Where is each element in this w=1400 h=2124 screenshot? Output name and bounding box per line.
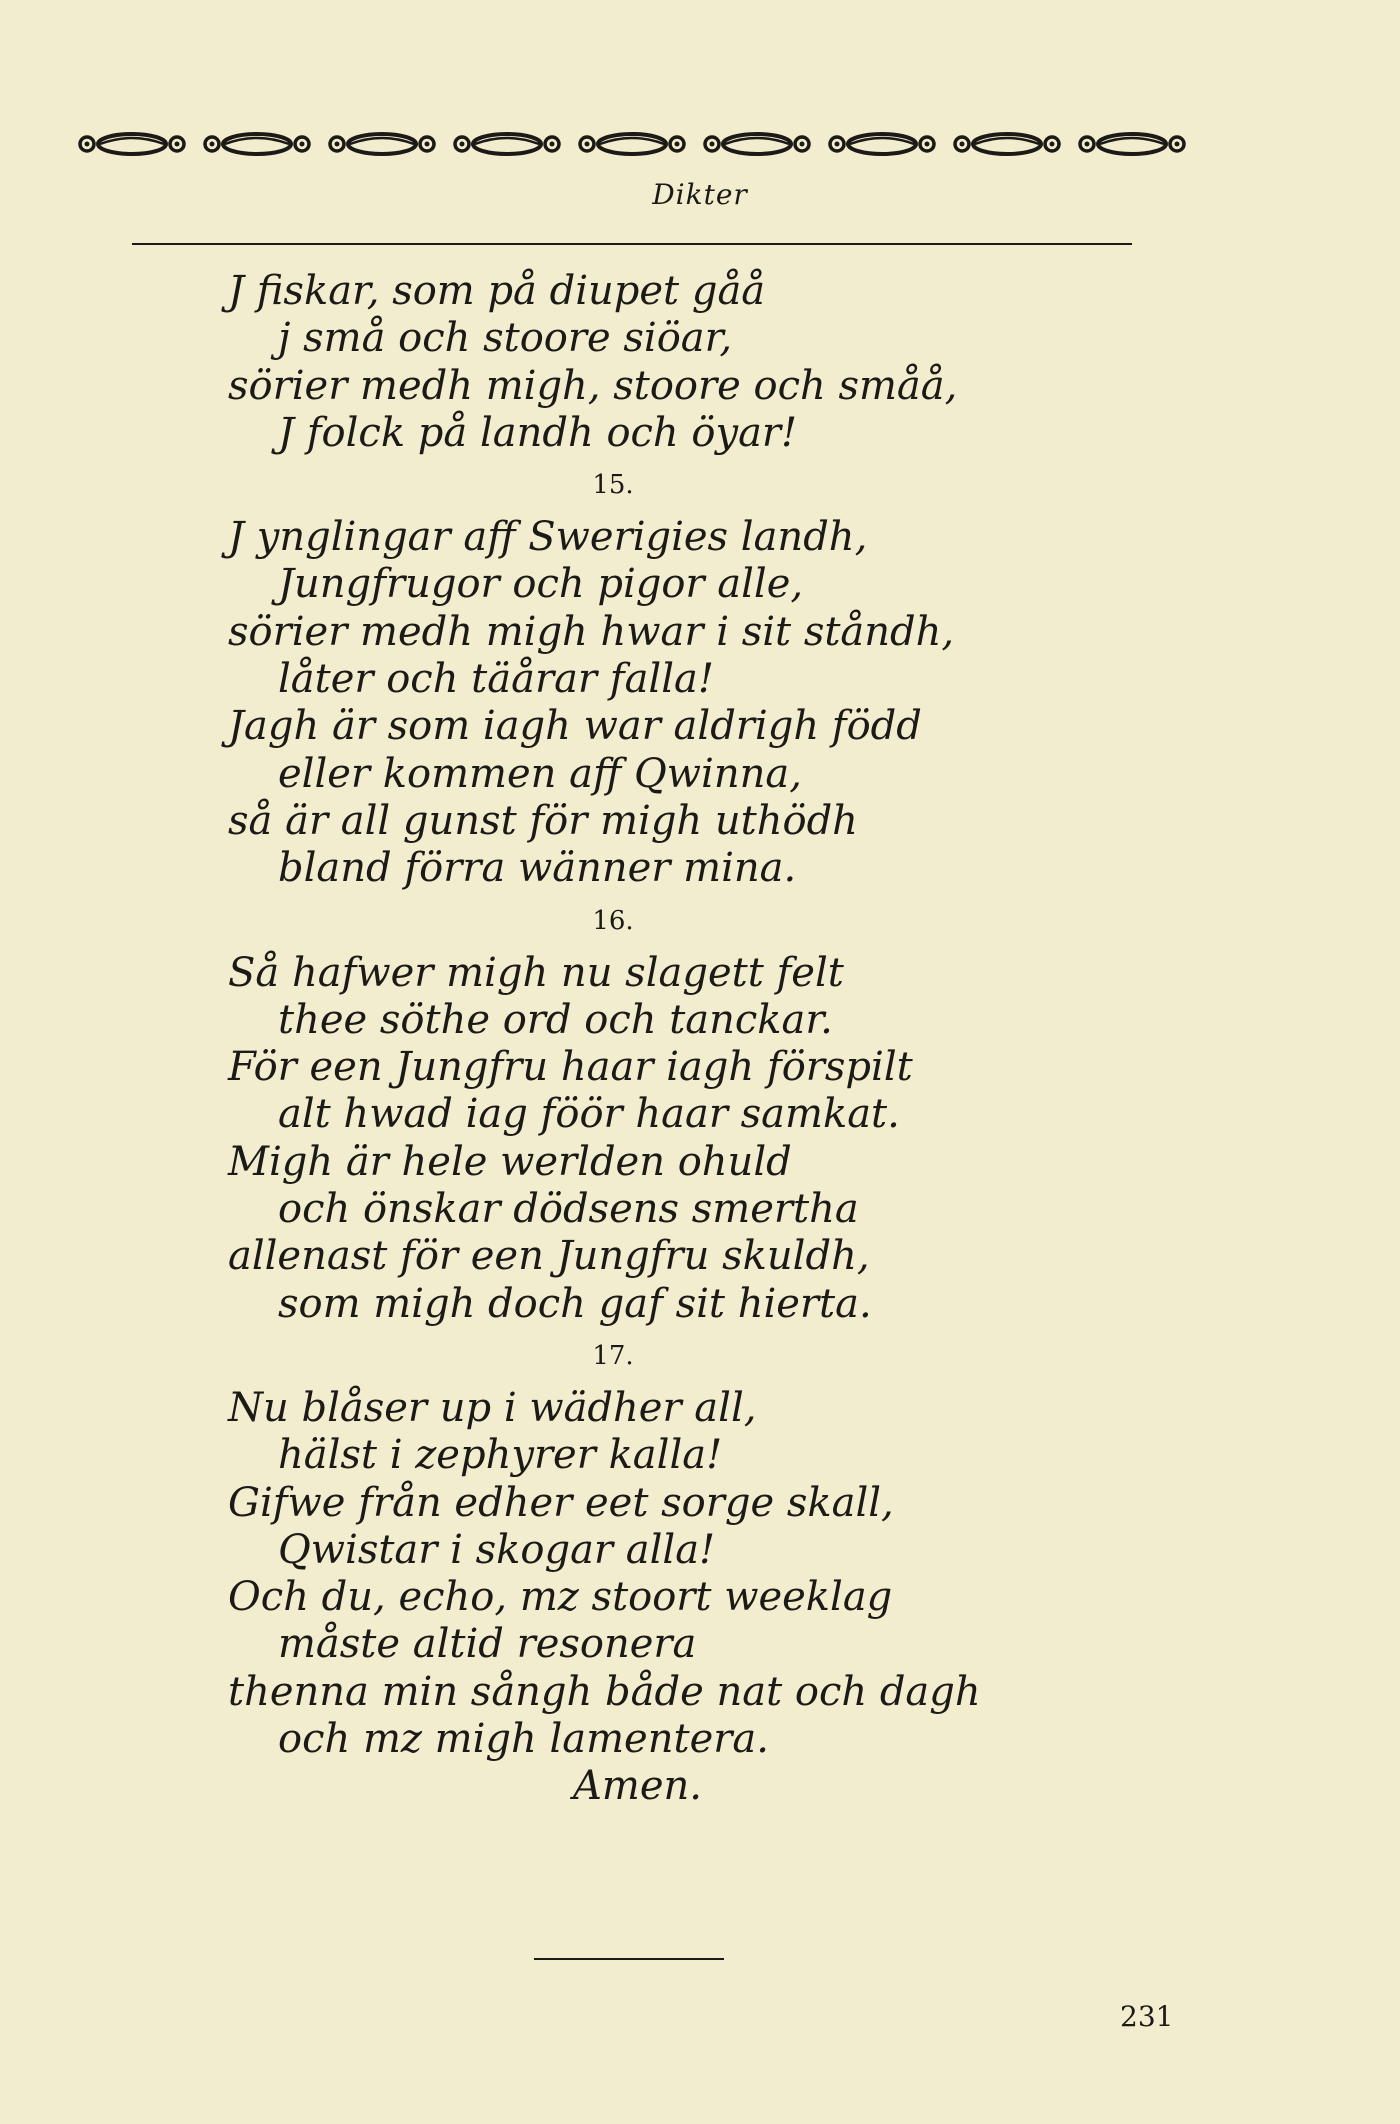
verse-line: j små och stoore siöar, <box>278 315 733 362</box>
ornament-link <box>576 129 688 159</box>
running-head: Dikter <box>652 178 748 211</box>
verse-line: eller kommen aff Qwinna, <box>278 750 802 797</box>
header-rule <box>132 243 1132 245</box>
page-number: 231 <box>1120 2000 1174 2033</box>
verse-line: Och du, echo, mz stoort weeklag <box>228 1574 893 1621</box>
stanza-16 <box>228 893 1128 1328</box>
verse-line: Jagh är som iagh war aldrigh född <box>228 703 922 750</box>
verse-line: Qwistar i skogar alla! <box>278 1526 716 1573</box>
verse-line: allenast för een Jungfru skuldh, <box>228 1233 870 1280</box>
ornament-link <box>951 129 1063 159</box>
verse-line: Nu blåser up i wädher all, <box>228 1384 757 1431</box>
stanza-number: 17. <box>592 1340 634 1371</box>
ornament-link <box>451 129 563 159</box>
verse-line: Jungfrugor och pigor alle, <box>278 561 804 608</box>
verse-line: För een Jungfru haar iagh förspilt <box>228 1044 913 1091</box>
poem <box>228 268 1128 1810</box>
opening-stanza <box>228 268 1128 457</box>
verse-line: och önskar dödsens smertha <box>278 1186 859 1233</box>
verse-line: thee söthe ord och tanckar. <box>278 996 833 1043</box>
verse-line: sörier medh migh, stoore och småå, <box>228 362 958 409</box>
ornament-band <box>76 124 1188 164</box>
verse-line: thenna min sångh både nat och dagh <box>228 1668 981 1715</box>
verse-line: J fiskar, som på diupet gåå <box>228 268 766 314</box>
closing-amen: Amen. <box>573 1763 702 1810</box>
verse-line: som migh doch gaf sit hierta. <box>278 1280 872 1327</box>
verse-line: sörier medh migh hwar i sit ståndh, <box>228 608 955 655</box>
verse-line: J ynglingar aff Swerigies landh, <box>228 514 868 561</box>
ornament-link <box>76 129 188 159</box>
verse-line: Gifwe från edher eet sorge skall, <box>228 1479 894 1526</box>
verse-line: och mz migh lamentera. <box>278 1716 769 1763</box>
verse-line: måste altid resonera <box>278 1621 697 1668</box>
stanza-number: 15. <box>592 470 634 501</box>
ornament-link <box>1076 129 1188 159</box>
verse-line: alt hwad iag föör haar samkat. <box>278 1091 900 1138</box>
ornament-link <box>826 129 938 159</box>
verse-line: Migh är hele werlden ohuld <box>228 1138 792 1185</box>
ornament-link <box>201 129 313 159</box>
stanza-15 <box>228 457 1128 892</box>
verse-line: så är all gunst för migh uthödh <box>228 797 858 844</box>
ornament-link <box>701 129 813 159</box>
verse-line: Så hafwer migh nu slagett felt <box>228 949 844 996</box>
stanza-number: 16. <box>592 905 634 936</box>
verse-line: låter och täårar falla! <box>278 656 714 703</box>
verse-line: hälst i zephyrer kalla! <box>278 1432 723 1479</box>
verse-line: J folck på landh och öyar! <box>278 409 798 456</box>
verse-line: bland förra wänner mina. <box>278 845 797 892</box>
ornament-link <box>326 129 438 159</box>
end-rule <box>534 1958 724 1960</box>
stanza-17 <box>228 1328 1128 1763</box>
